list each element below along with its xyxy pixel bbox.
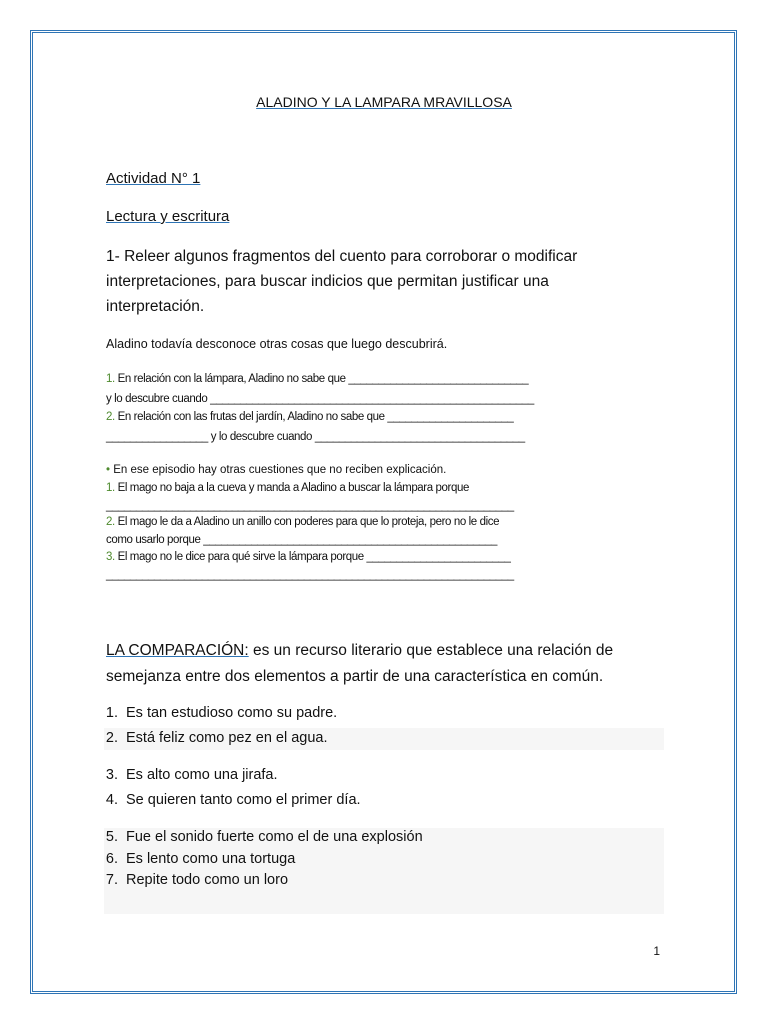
example-text: Es tan estudioso como su padre. bbox=[126, 705, 338, 721]
intro-sentence: Aladino todavía desconoce otras cosas que luego descubrirá. bbox=[106, 337, 448, 351]
example-number: 7. bbox=[105, 872, 118, 888]
item-number: 2. bbox=[106, 516, 115, 528]
block2-line bbox=[106, 500, 514, 512]
item-text: como usarlo porque _________________________________________________ bbox=[106, 534, 498, 546]
example-number: 5. bbox=[105, 829, 118, 845]
block2-line bbox=[106, 534, 497, 546]
example-text: Fue el sonido fuerte como el de una explosión bbox=[126, 829, 423, 845]
example-text: Se quieren tanto como el primer día. bbox=[126, 792, 361, 808]
block1-line bbox=[106, 373, 528, 385]
example-number: 1. bbox=[105, 705, 118, 721]
example-number: 3. bbox=[105, 767, 118, 783]
block2-line bbox=[106, 569, 514, 581]
example-item bbox=[98, 851, 295, 867]
instruction-line-1: 1- Releer algunos fragmentos del cuento para corroborar o modificar bbox=[106, 248, 578, 265]
example-text: Es lento como una tortuga bbox=[126, 851, 296, 867]
item-text: El mago no le dice para qué sirve la lámpara porque ________________________ bbox=[114, 551, 511, 563]
comparison-line-1 bbox=[106, 638, 613, 663]
example-item bbox=[98, 730, 328, 746]
example-item bbox=[98, 705, 337, 721]
block1-line bbox=[106, 393, 534, 405]
bullet-icon: • bbox=[106, 464, 111, 476]
example-item bbox=[98, 767, 278, 783]
comparison-line-2: semejanza entre dos elementos a partir de una característica en común. bbox=[106, 668, 604, 685]
example-number: 6. bbox=[105, 851, 118, 867]
item-text: En relación con la lámpara, Aladino no sabe que ______________________________ bbox=[114, 373, 529, 385]
section-heading: Lectura y escritura bbox=[106, 208, 230, 225]
block2-intro-text: En ese episodio hay otras cuestiones que no reciben explicación. bbox=[110, 464, 447, 476]
item-text: ____________________________________________________________________ bbox=[106, 500, 514, 512]
comparison-definition-1: es un recurso literario que establece una relación de bbox=[248, 642, 614, 659]
comparison-term: LA COMPARACIÓN: bbox=[106, 642, 249, 659]
item-number: 2. bbox=[106, 411, 115, 423]
example-item bbox=[98, 872, 288, 888]
block2-line bbox=[106, 482, 469, 494]
activity-heading: Actividad N° 1 bbox=[106, 170, 201, 187]
item-text: El mago le da a Aladino un anillo con poderes para que lo proteja, pero no le dice bbox=[114, 516, 500, 528]
block1-line bbox=[106, 431, 525, 443]
block1-line bbox=[106, 411, 513, 423]
item-text: En relación con las frutas del jardín, Aladino no sabe que _____________________ bbox=[114, 411, 514, 423]
example-item bbox=[98, 829, 423, 845]
item-number: 1. bbox=[106, 373, 115, 385]
example-item bbox=[98, 792, 361, 808]
document-title: ALADINO Y LA LAMPARA MRAVILLOSA bbox=[256, 94, 512, 110]
instruction-line-3: interpretación. bbox=[106, 298, 205, 315]
example-text: Es alto como una jirafa. bbox=[126, 767, 278, 783]
instruction-line-2: interpretaciones, para buscar indicios que permitan justificar una bbox=[106, 273, 549, 290]
example-text: Repite todo como un loro bbox=[126, 872, 289, 888]
page-number: 1 bbox=[653, 944, 660, 958]
example-text: Está feliz como pez en el agua. bbox=[126, 730, 328, 746]
item-text: ____________________________________________________________________ bbox=[106, 569, 514, 581]
item-number: 3. bbox=[106, 551, 115, 563]
item-text: _________________ y lo descubre cuando ___________________________________ bbox=[106, 431, 525, 443]
item-text: y lo descubre cuando ______________________________________________________ bbox=[106, 393, 534, 405]
block2-line bbox=[106, 516, 499, 528]
item-number: 1. bbox=[106, 482, 115, 494]
block2-intro bbox=[106, 464, 446, 476]
item-text: El mago no baja a la cueva y manda a Aladino a buscar la lámpara porque bbox=[114, 482, 469, 494]
block2-line bbox=[106, 551, 510, 563]
example-number: 2. bbox=[105, 730, 118, 746]
example-number: 4. bbox=[105, 792, 118, 808]
